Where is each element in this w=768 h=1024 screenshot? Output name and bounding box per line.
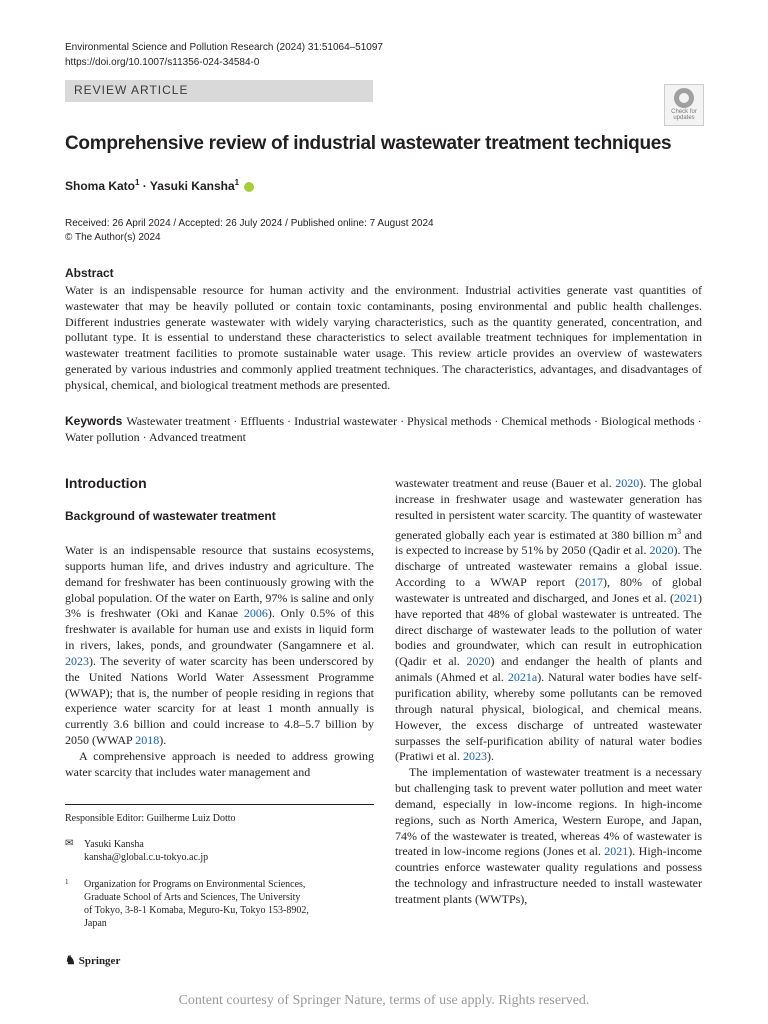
keywords-label: Keywords <box>65 414 123 428</box>
citation-link[interactable]: 2020 <box>466 654 491 669</box>
author-name[interactable]: Yasuki Kansha <box>149 179 235 193</box>
citation-link[interactable]: 2021 <box>604 844 629 859</box>
corresponding-name: Yasuki Kansha <box>84 839 144 850</box>
envelope-icon: ✉ <box>65 838 74 849</box>
check-updates-icon <box>674 88 694 108</box>
courtesy-notice: Content courtesy of Springer Nature, terms of use apply. Rights reserved. <box>178 993 590 1008</box>
history-dates: Received: 26 April 2024 / Accepted: 26 July 2024 / Published online: 7 August 2024 <box>65 218 434 229</box>
body-paragraph: wastewater treatment and reuse (Bauer et al. 2020). The global increase in freshwater usage and wastewater generation has resulted in persistent water scarcity. The quantity of wastewater generated globally each year is estimated at 380 billion $m^3$ and is expected to increase by 51% by 2050 (Qadir et al. 2020). The discharge of untreated wastewater remains a global issue. According to a WWAP report (2017), 80% of global wastewater is untreated and discharged, and Jones et al. (2021) have reported that 48% of global wastewater is untreated. The direct discharge of wastewater leads to the pollution of water bodies and groundwater, which can result in eutrophication (Qadir et al. 2020) and endanger the health of plants and animals (Ahmed et al. 2021a). Natural water bodies have self-purification ability, whereby some pollutants can be removed through natural physical, biological, and chemical means. However, the excess discharge of untreated wastewater surpasses the self-purification ability of natural water bodies (Pratiwi et al. 2023). <box>395 476 703 764</box>
author-affil-sup: 1 <box>234 178 240 187</box>
article-type-bar <box>65 80 373 102</box>
keywords-text: Wastewater treatment · Effluents · Industrial wastewater · Physical methods · Chemical methods · Biological methods · Water pollution · Advanced treatment <box>65 414 702 444</box>
body-column-right <box>395 476 702 908</box>
springer-horse-icon: ♞ <box>65 953 76 967</box>
keywords <box>65 413 702 445</box>
affiliation: Organization for Programs on Environmental Sciences, Graduate School of Arts and Sciences, The University of Tokyo, 3-8-1 Komaba, Meguro-Ku, Tokyo 153-8902, Japan <box>84 879 309 929</box>
citation-link[interactable]: 2017 <box>579 575 603 590</box>
author-name[interactable]: Shoma Kato <box>65 179 136 193</box>
body-paragraph: Water is an indispensable resource that sustains ecosystems, supports human life, and drives industry and agriculture. The demand for freshwater has been continuously growing with the global population. Of the water on Earth, 97% is saline and only 3% is freshwater (Oki and Kanae 2006). Only 0.5% of this freshwater is available for human use and exists in liquid form in rivers, lakes, ponds, and groundwater (Sangamnere et al. 2023). The severity of water scarcity has been underscored by the United Nations World Water Assessment Programme (WWAP); that is, the number of people residing in regions that experience water scarcity for at least 1 month annually is currently 3.6 billion and could increase to 4.8–5.7 billion by 2050 (WWAP 2018). <box>65 543 374 748</box>
article-title: Comprehensive review of industrial wastewater treatment techniques <box>65 133 672 154</box>
footnote-divider <box>65 804 374 805</box>
corresponding-email[interactable]: kansha@global.c.u-tokyo.ac.jp <box>84 852 209 863</box>
publisher-logo <box>65 953 120 968</box>
citation-link[interactable]: 2023 <box>462 749 487 764</box>
check-updates-label: Check for updates <box>671 109 697 121</box>
journal-header <box>65 40 383 70</box>
citation-link[interactable]: 2018 <box>135 733 160 748</box>
citation-link[interactable]: 2006 <box>243 606 268 621</box>
author-list <box>65 178 254 193</box>
citation-link[interactable]: 2021a <box>507 670 538 685</box>
citation-link[interactable]: 2020 <box>615 476 640 490</box>
abstract-text: Water is an indispensable resource for human activity and the environment. Industrial activities generate vast quantities of wastewater that may be heavily polluted or contain toxic contaminants, posing environmental and public health challenges. Different industries generate wastewater with widely varying characteristics, such as the quantity generated, concentration, and pollutant type. It is essential to understand these characteristics to select available treatment techniques for implementation in wastewater treatment facilities to promote sustainable water usage. This review article provides an overview of wastewaters generated by various industries and commonly applied treatment techniques. The characteristics, advantages, and disadvantages of physical, chemical, and biological treatment methods are presented. <box>65 283 702 392</box>
orcid-icon[interactable] <box>244 182 254 192</box>
author-affil-sup: 1 <box>135 178 140 187</box>
citation-link[interactable]: 2021 <box>674 590 698 605</box>
author-separator: · <box>139 179 150 193</box>
journal-citation: Environmental Science and Pollution Research (2024) 31:51064–51097 <box>65 42 383 53</box>
citation-link[interactable]: 2023 <box>65 653 89 668</box>
body-paragraph: A comprehensive approach is needed to address growing water scarcity that includes water management and <box>65 748 374 779</box>
doi-link[interactable]: https://doi.org/10.1007/s11356-024-34584-0 <box>65 57 260 68</box>
check-for-updates-badge[interactable] <box>664 84 704 126</box>
affiliation-number: 1 <box>65 878 69 886</box>
section-heading-introduction: Introduction <box>65 475 147 491</box>
copyright-line: © The Author(s) 2024 <box>65 232 161 243</box>
subsection-heading-background: Background of wastewater treatment <box>65 509 276 523</box>
publication-dates <box>65 217 434 245</box>
citation-link[interactable]: 2020 <box>649 543 674 558</box>
responsible-editor: Responsible Editor: Guilherme Luiz Dotto <box>65 813 236 824</box>
publisher-name: Springer <box>78 955 121 967</box>
body-paragraph: The implementation of wastewater treatment is a necessary but challenging task to prevent water pollution and meet water demand, especially in low-income regions. In high-income regions, such as North America, Western Europe, and Japan, 74% of the wastewater is treated, whereas 4% of wastewater is treated in low-income regions (Jones et al. 2021). High-income countries enforce wastewater quality regulations and possess the technology and infrastructure needed to install wastewater treatment plants (WWTPs), <box>395 765 702 906</box>
article-type-label: REVIEW ARTICLE <box>74 83 189 97</box>
body-column-left <box>65 543 374 781</box>
corresponding-author <box>84 838 208 864</box>
abstract-heading: Abstract <box>65 266 114 280</box>
